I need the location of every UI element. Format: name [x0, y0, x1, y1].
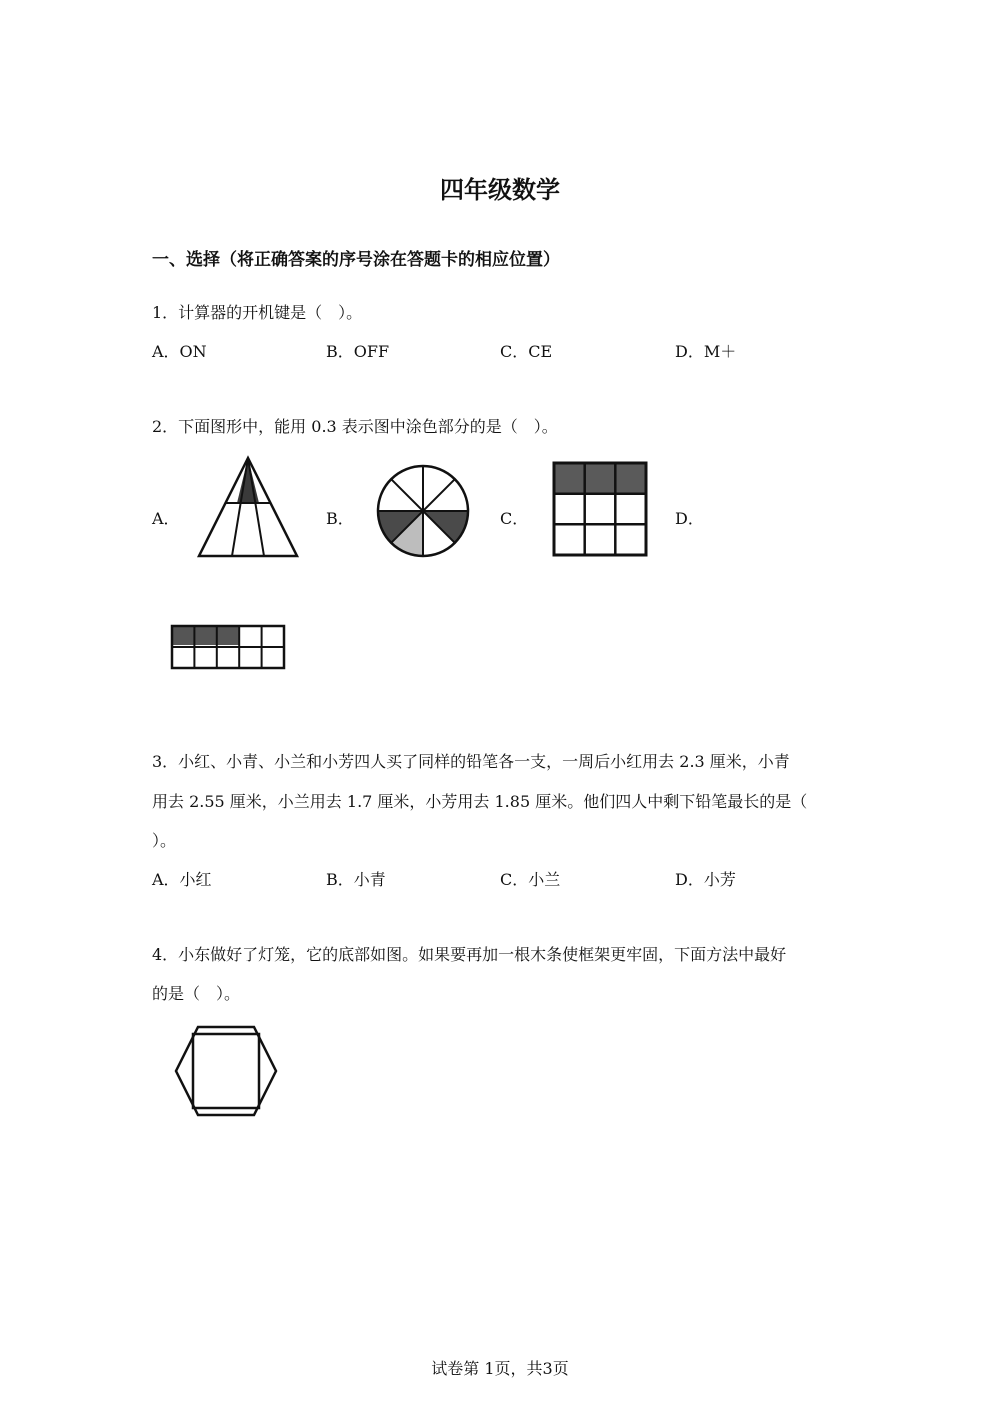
section-heading: 一、选择（将正确答案的序号涂在答题卡的相应位置）	[152, 250, 560, 270]
page-footer: 试卷第 1页，共3页	[431, 1359, 569, 1378]
question-2-text: 2．下面图形中，能用 0.3 表示图中涂色部分的是（ ）。	[152, 417, 558, 436]
grid-2x5-figure	[170, 624, 286, 670]
triangle-figure	[196, 455, 300, 559]
q2-option-a: A．	[152, 509, 180, 528]
q1-option-c: C．CE	[500, 342, 553, 361]
circle-figure	[374, 462, 472, 560]
lantern-base-figure	[173, 1025, 279, 1117]
question-3-line-1: 3．小红、小青、小兰和小芳四人买了同样的铅笔各一支，一周后小红用去 2.3 厘米，小青	[152, 752, 790, 771]
question-4-line-2: 的是（ ）。	[152, 984, 241, 1003]
q2-option-d: D．	[675, 509, 704, 528]
question-4-line-1: 4．小东做好了灯笼，它的底部如图。如果要再加一根木条使框架更牢固，下面方法中最好	[152, 945, 787, 964]
grid-3x3-figure	[551, 460, 649, 558]
q1-option-b: B．OFF	[326, 342, 390, 361]
question-3-line-2: 用去 2.55 厘米，小兰用去 1.7 厘米，小芳用去 1.85 厘米。他们四人中剩下铅笔最长的是（	[152, 792, 808, 811]
question-3-line-3: ）。	[152, 831, 177, 850]
q1-option-d: D．M＋	[675, 342, 737, 361]
page-title: 四年级数学	[440, 176, 560, 204]
q2-option-b: B．	[326, 509, 354, 528]
q1-option-a: A．ON	[152, 342, 207, 361]
q3-option-c: C．小兰	[500, 870, 561, 889]
q2-option-c: C．	[500, 509, 529, 528]
question-1-text: 1．计算器的开机键是（ ）。	[152, 303, 363, 322]
q3-option-a: A．小红	[152, 870, 212, 889]
q3-option-d: D．小芳	[675, 870, 736, 889]
q3-option-b: B．小青	[326, 870, 386, 889]
